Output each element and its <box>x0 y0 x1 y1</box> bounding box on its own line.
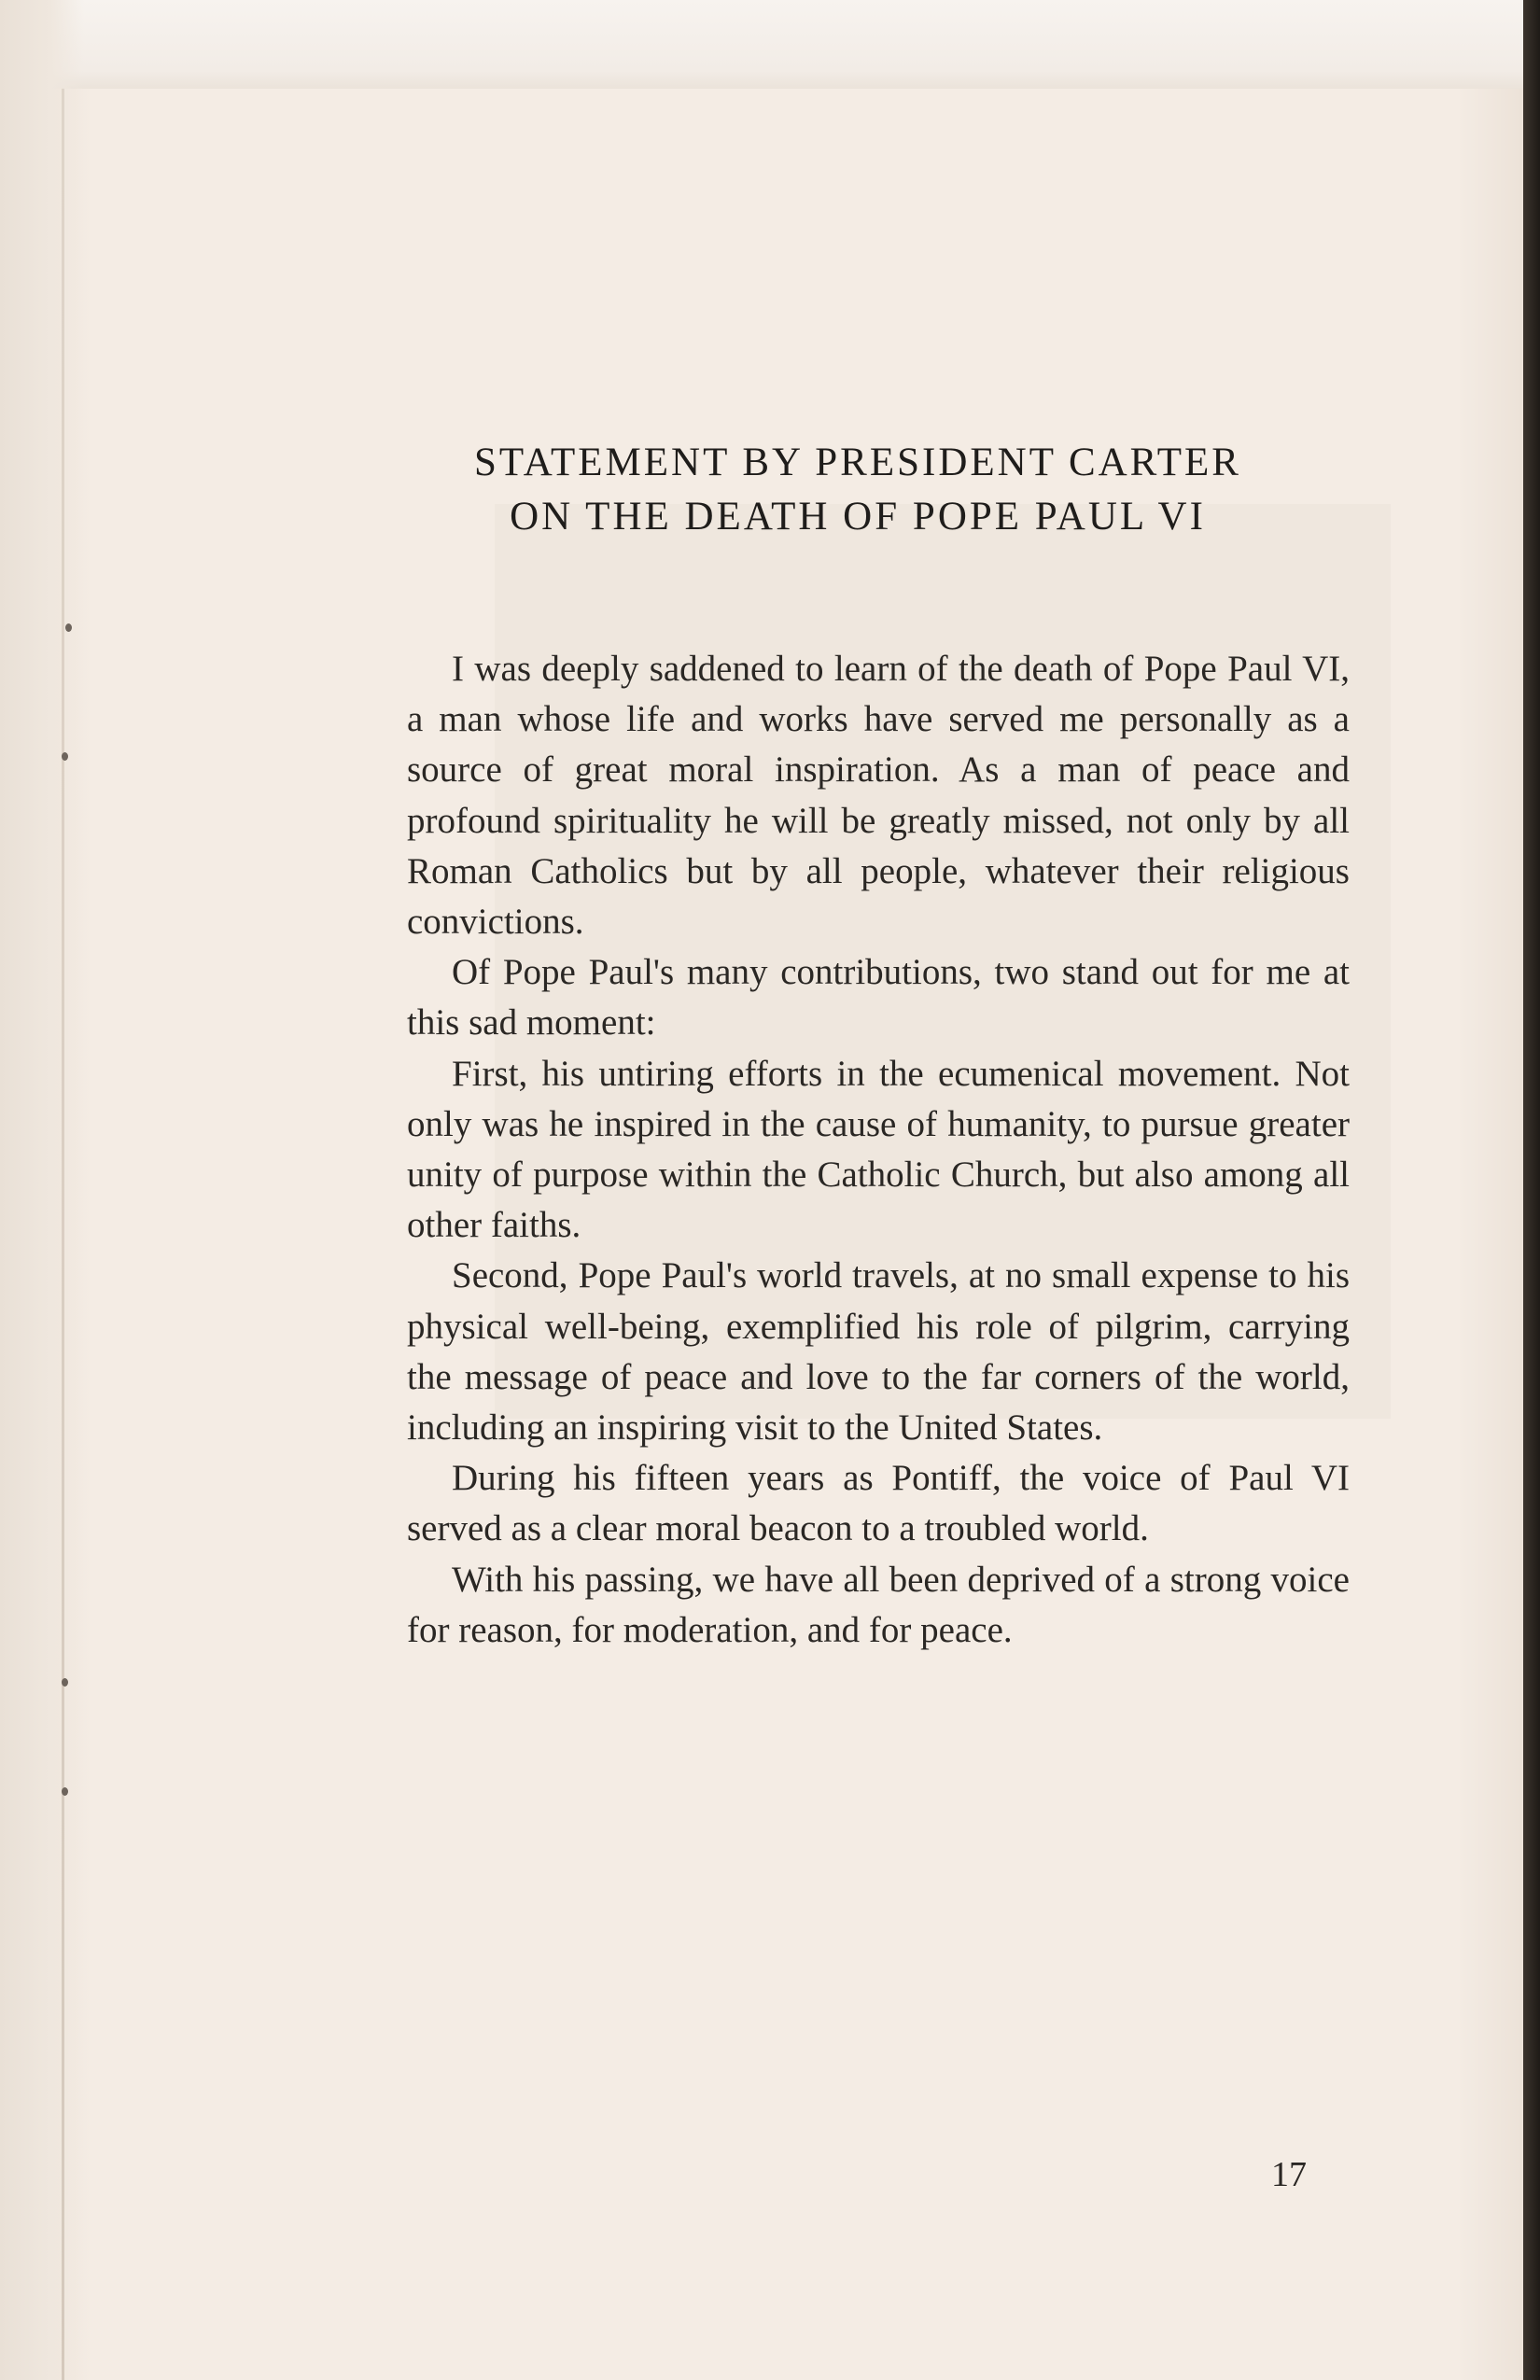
paper-speck <box>62 1678 68 1687</box>
paper-speck <box>65 623 72 632</box>
page-gutter <box>0 0 84 2380</box>
paragraph: Second, Pope Paul's world travels, at no small expense to his physical well-being, exemplified his role of pilgrim, carrying the message of peace and love to the far corners of the world, including an inspiring visit to the United States. <box>407 1255 1350 1449</box>
paragraph: Of Pope Paul's many contributions, two stand out for me at this sad moment: <box>407 952 1350 1043</box>
paragraph: With his passing, we have all been deprived of a strong voice for reason, for moderation, and for peace. <box>407 1559 1350 1650</box>
paragraph: I was deeply saddened to learn of the death of Pope Paul VI, a man whose life and works have served me personally as a source of great moral inspiration. As a man of peace and profound spirituality he will be greatly missed, not only by all Roman Catholics but by all people, whatever their religious convictions. <box>407 649 1350 943</box>
paper-speck <box>62 752 68 761</box>
statement-title-line-2: ON THE DEATH OF POPE PAUL VI <box>510 495 1206 539</box>
page-edge-shadow <box>1523 0 1540 2380</box>
paragraph: First, his untiring efforts in the ecumenical movement. Not only was he inspired in the cause of humanity, to pursue greater unity of purpose within the Catholic Church, but also among all other faiths. <box>407 1053 1350 1246</box>
page-number: 17 <box>1271 2155 1307 2194</box>
page-top-fold <box>0 0 1523 89</box>
gutter-crease <box>62 89 64 2380</box>
paper-speck <box>62 1787 68 1796</box>
statement-body <box>407 644 1350 1656</box>
statement-title-line-1: STATEMENT BY PRESIDENT CARTER <box>474 441 1241 484</box>
paragraph: During his fifteen years as Pontiff, the voice of Paul VI served as a clear moral beacon to a troubled world. <box>407 1458 1350 1549</box>
